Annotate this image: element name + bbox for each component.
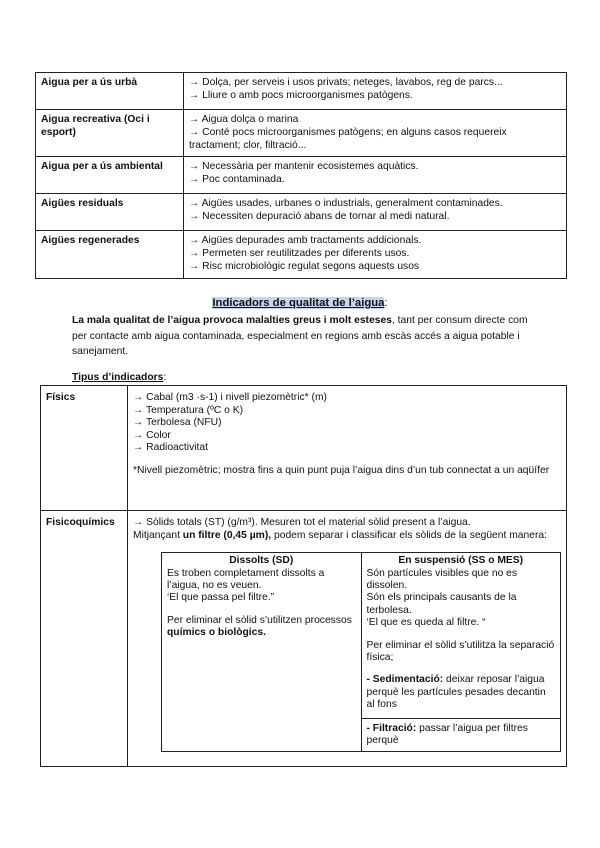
description-line: → Permeten ser reutilitzades per diferents usos. <box>189 248 410 260</box>
intro-rest: , tant per consum directe com per contacte amb aigua contaminada, especialment en regions amb escàs accés a aigua potable i sanejament. <box>72 315 528 357</box>
section-title-text: Indicadors de qualitat de l’aigua <box>212 297 385 309</box>
suspended-elimination: Per eliminar el sòlid s’utilitza la separació física; <box>366 639 555 664</box>
table-row <box>162 553 561 718</box>
row-label: Físics <box>41 386 128 511</box>
description-line: → Risc microbiològic regulat segons aquests usos <box>189 260 420 272</box>
description-line: → Necessària per mantenir ecosistemes aquàtics. <box>189 161 419 173</box>
indicators-table <box>40 385 567 767</box>
indicator-item: → Terbolesa (NFU) <box>133 417 222 429</box>
suspended-cell <box>361 553 561 718</box>
row-description <box>128 386 567 511</box>
table-row <box>41 511 567 767</box>
dissolved-cell <box>162 553 362 752</box>
description-line: → Conté pocs microorganismes patògens; en alguns casos requereix tractament; clor, filtració... <box>189 126 507 151</box>
dissolved-elimination: Per eliminar el sòlid s’utilitzen processos químics o biològics. <box>167 614 352 639</box>
row-label: Aigua recreativa (Oci i esport) <box>36 110 184 157</box>
description-line: → Lliure o amb pocs microorganismes patògens. <box>189 89 413 101</box>
description-line: → Poc contaminada. <box>189 174 285 186</box>
description-line: → Aigües depurades amb tractaments addicionals. <box>189 235 422 247</box>
row-description <box>184 231 567 278</box>
description-line: → Dolça, per serveis i usos privats; neteges, lavabos, reg de parcs... <box>189 77 503 88</box>
indicator-item: → Color <box>133 429 171 441</box>
row-label: Aigües residuals <box>36 194 184 231</box>
row-label: Fisicoquímics <box>41 511 128 767</box>
water-uses-table <box>35 72 567 279</box>
table-row <box>41 386 567 511</box>
indicator-item: → Temperatura (ºC o K) <box>133 404 244 416</box>
table-row <box>36 73 567 110</box>
description-line: → Necessiten depuració abans de tornar al medi natural. <box>189 211 450 223</box>
row-description <box>128 511 567 767</box>
description-line: → Aigua dolça o marina <box>189 114 299 125</box>
suspended-heading: En suspensió (SS o MES) <box>398 555 524 567</box>
indicator-types-label: Tipus d’indicadors <box>72 372 164 383</box>
filter-bold: un filtre (0,45 µm), <box>182 529 272 541</box>
suspended-quote: ‘El que es queda al filtre. “ <box>366 617 486 629</box>
footnote: *Nivell piezomètric; mostra fins a quin punt puja l’aigua dins d’un tub connectat a un aqüífer <box>133 464 550 476</box>
intro-bold: La mala qualitat de l’aigua provoca malalties greus i molt esteses <box>72 315 392 326</box>
row-label: Aigua per a ús ambiental <box>36 157 184 194</box>
table-row <box>36 231 567 278</box>
row-label: Aigua per a ús urbà <box>36 73 184 110</box>
indicator-item: → Cabal (m3 ·s-1) i nivell piezomètric* (m) <box>133 392 327 403</box>
table-row <box>36 110 567 157</box>
dissolved-quote: ‘El que passa pel filtre.” <box>167 592 275 604</box>
dissolved-text: Es troben completament dissolts a l’aigua, no es veuen. <box>167 567 325 591</box>
section-title <box>0 297 600 309</box>
row-label: Aigües regenerades <box>36 231 184 278</box>
table-row <box>36 194 567 231</box>
suspended-text: Són partícules visibles que no es dissolen. <box>366 567 518 591</box>
sedimentation-line: - Sedimentació: deixar reposar l’aigua perquè les partícules pesades decantin al fons <box>366 674 546 711</box>
indicator-types-heading <box>72 372 166 383</box>
row-description <box>184 73 567 110</box>
row-description <box>184 194 567 231</box>
description-line: → Aigües usades, urbanes o industrials, generalment contaminades. <box>189 198 503 210</box>
filter-line: Mitjançant un filtre (0,45 µm), podem separar i classificar els sòlids de la següent manera: <box>133 529 547 541</box>
table-row <box>36 157 567 194</box>
suspended-text: Són els principals causants de la terbolesa. <box>366 592 517 616</box>
indicator-item: → Radioactivitat <box>133 442 208 454</box>
intro-paragraph <box>72 313 542 360</box>
dissolved-heading: Dissolts (SD) <box>229 555 294 567</box>
indicator-types-colon: : <box>163 372 167 383</box>
solids-table <box>161 552 561 752</box>
row-description <box>184 110 567 157</box>
row-description <box>184 157 567 194</box>
solids-line: → Sòlids totals (ST) (g/m³). Mesuren tot el material sòlid present a l’aigua. <box>133 517 471 528</box>
filtration-cell <box>361 718 561 752</box>
section-title-colon: : <box>384 297 388 309</box>
filtration-line: - Filtració: passar l’aigua per filtres perquè <box>366 722 528 747</box>
